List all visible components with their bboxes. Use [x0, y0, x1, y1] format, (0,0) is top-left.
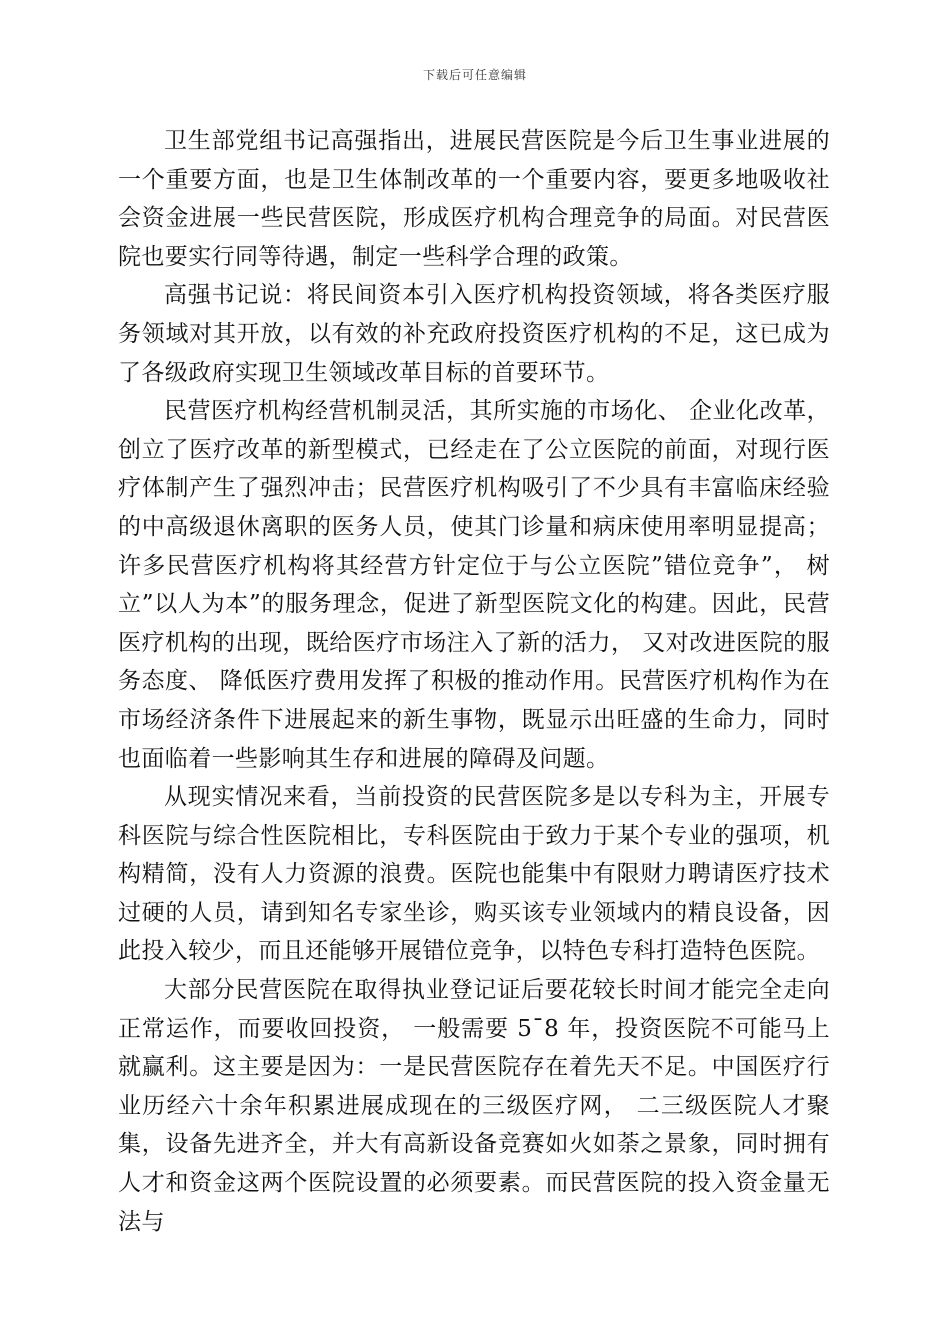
page-header: 下载后可任意编辑: [422, 68, 527, 82]
paragraph-1: 卫生部党组书记高强指出，进展民营医院是今后卫生事业进展的一个重要方面，也是卫生体制改革的一个重要内容，要更多地吸收社会资金进展一些民营医院，形成医疗机构合理竞争的局面。对民营医院也要实行同等待遇，制定一些科学合理的政策。: [118, 128, 830, 270]
document-body: [118, 122, 830, 1241]
paragraph-2: 高强书记说：将民间资本引入医疗机构投资领域，将各类医疗服务领域对其开放，以有效的补充政府投资医疗机构的不足，这已成为了各级政府实现卫生领域改革目标的首要环节。: [118, 282, 830, 386]
paragraph-3: 民营医疗机构经营机制灵活，其所实施的市场化、 企业化改革，创立了医疗改革的新型模式，已经走在了公立医院的前面，对现行医疗体制产生了强烈冲击；民营医疗机构吸引了不少具有丰富临床经验的中高级退休离职的医务人员，使其门诊量和病床使用率明显提高；许多民营医疗机构将其经营方针定位于与公立医院”错位竞争”， 树立”以人为本”的服务理念，促进了新型医院文化的构建。因此，民营医疗机构的出现，既给医疗市场注入了新的活力， 又对改进医院的服务态度、 降低医疗费用发挥了积极的推动作用。民营医疗机构作为在市场经济条件下进展起来的新生事物，既显示出旺盛的生命力，同时也面临着一些影响其生存和进展的障碍及问题。: [118, 398, 830, 772]
paragraph-4: 从现实情况来看，当前投资的民营医院多是以专科为主，开展专科医院与综合性医院相比，专科医院由于致力于某个专业的强项，机构精简，没有人力资源的浪费。医院也能集中有限财力聘请医疗技术过硬的人员，请到知名专家坐诊，购买该专业领域内的精良设备，因此投入较少，而且还能够开展错位竞争，以特色专科打造特色医院。: [118, 784, 830, 965]
paragraph-5: 大部分民营医院在取得执业登记证后要花较长时间才能完全走向正常运作，而要收回投资， 一般需要 5¯8 年，投资医院不可能马上就赢利。这主要是因为：一是民营医院存在着先天不足。中国医疗行业历经六十余年积累进展成现在的三级医疗网， 二三级医院人才聚集，设备先进齐全，并大有高新设备竞赛如火如荼之景象，同时拥有人才和资金这两个医院设置的必须要素。而民营医院的投入资金量无法与: [118, 977, 830, 1235]
